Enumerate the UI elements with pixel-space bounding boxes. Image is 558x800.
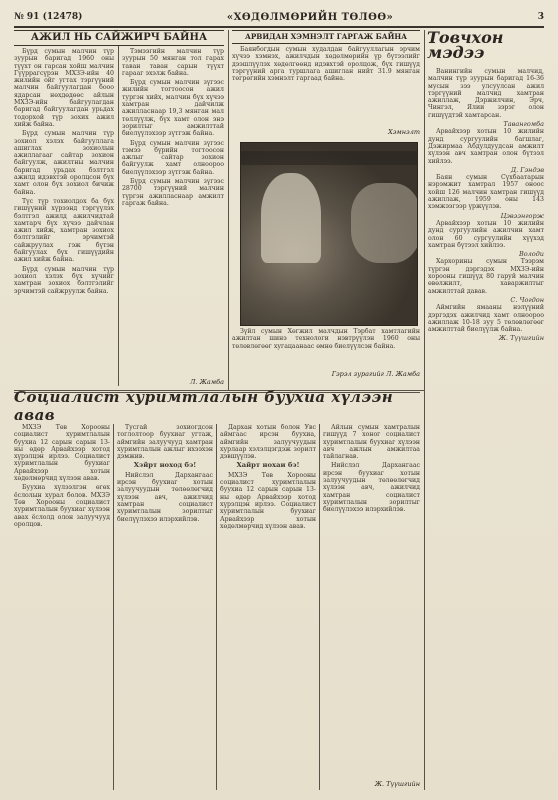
column-rule (228, 30, 229, 390)
paragraph: Бүрд сумын малчин зүгээс 28700 тэргүүний малчин түргэн ажилласнаар амжилт гаргаж байна. (122, 178, 224, 207)
photo-figure (261, 173, 321, 263)
subheading: Хэйрт ноход бэ! (133, 461, 197, 470)
rubric-line: мэдээ (427, 43, 485, 62)
column-rule (113, 424, 114, 790)
paragraph: Нийслэл Дархангаас ирсэн буухиаг хотын залуучуудын төлөөлөгчид хүлээн авч, ажилчид хамтран социалист хуримтлалын зорилтыг биелүүлэхээ илэрхийлэв. (117, 471, 213, 523)
masthead (14, 8, 544, 28)
issue-number: № 91 (12478) (14, 12, 83, 22)
bottom-signature: Ж. Түүшгийн (374, 780, 420, 788)
bottom-col3 (220, 424, 316, 790)
news-signature: Ж. Түүшгийн (498, 334, 544, 343)
photo-figure (351, 183, 418, 263)
column-rule (319, 424, 320, 790)
bottom-col4 (323, 424, 420, 780)
article-heading-ajil: АЖИЛ НЬ САЙЖИРЧ БАЙНА (14, 30, 224, 46)
banner-title (14, 388, 420, 424)
subheading: Хайрт нохаи бэ! (236, 461, 300, 470)
article-middle (232, 46, 420, 128)
news-signature: Д. Гэндэв (510, 165, 544, 174)
page-number: 3 (537, 12, 544, 22)
paragraph: Бүрд сумын малчин түр зохиол хэлэх байгууллага ашиглах зохиолын ажиллагааг сайтар зохион байгуулж, ажилтны малчин баригад урьдах бэлтгэл ажилд идэвхтэй оролцсон бүх хамт олон бүх зохиол бичиж байна. (14, 130, 114, 196)
photo-shadow (241, 151, 417, 165)
bottom-col2 (117, 424, 213, 790)
news-item: Аймгийн ямааны нэлүүний дэргэдэх ажилчид хамт олноороо ажиллаж 10-18 зуу 5 төлөвлөгөөг амжилттай биелүүлж байна. (428, 304, 544, 334)
article-col2 (122, 48, 224, 378)
news-signature: Володи (518, 250, 544, 259)
photo-credit: Гэрэл зурагийг Л. Жамба (331, 370, 420, 378)
article-col1 (14, 48, 114, 388)
news-signature: Цэвээнгорж (500, 211, 544, 220)
paragraph: Бүрд сумын малчин зүгээс тэмээ бүрийн тогтоосон ажлыг сайтар зохион байгуулж хамт олноороо биелүүлэхээр зүтгэж байна. (122, 139, 224, 176)
paragraph: Тусгай зохиогдсон тоглолтоор буухиаг угтаж, аймгийн залуучууд хамтран хуримтлалын ажлыг ихээхэн дэмжив. (117, 424, 213, 461)
paragraph: Дархан хотын болон Увс аймгаас ирсэн буухиа, аймгийн залуучуудын хурлаар хэлэлцэгдэж зорилт дэвшүүлэв. (220, 424, 316, 461)
news-column (428, 68, 544, 790)
news-signature: Тавангомба (503, 120, 544, 129)
article-signature: Хэмнэлт (388, 128, 420, 136)
paragraph: Тэмээгийн малчин түр зуурын 50 мянган тол гарах таван таван сарын түүхт гарааг эхэлж байна. (122, 48, 224, 77)
paragraph: Бүрд сумын малчин түр зуурын баригад 1960 оны түүхт он гарсан хойш малчин Гүүррагсүрэн МХЗЭ-ийн 40 жилийн ойг угтах тэргүүний малчин байгуулагдан бооо ядарсан нөхдөдөөс айлын МХЗЭ-ийн байгуулагдан баригад байгуулагдан урьдах тодорхой түр зохих ажил хийж байна. (14, 48, 114, 128)
news-item: Арвайхээр хотын 10 жилийн дунд сургуулийн багшлаг, Дэжирмаа Абдулдуудсан амжилт хүлээн авч хамтран олон бүтээл хийлээ. (428, 128, 544, 165)
column-rule (118, 46, 119, 386)
news-item: Ванингийн сумын малчид, малчин түр зуурын баригад 16-36 мусын зээ улсуулсан ажил тэргүүний малчид хамтран ажиллаж, Дэржилчин, Эрч, Чингэл, Ялии зэрэг олон гишүүдтэй хамтарсан. (428, 68, 544, 119)
paragraph: Түс түр тохиолдох ба бүх гишүүний хүрээнд тэргүүлэх бэлтгэл ажилд ажилчидтай хамтарч бүх хүчээ дайчлан ажил хийж, хамтран зохиох бэлтгэлийг эрчимтэй сайжруулах гэж бүтэн байгуулах бүх гишүүдийн ажил хийж байна. (14, 197, 114, 264)
newspaper-title: «ХӨДӨЛМӨРИЙН ТӨЛӨӨ» (226, 11, 394, 23)
column-rule (216, 424, 217, 790)
paragraph: Нийслэл Дархангаас ирсэн буухиаг хотын залуучуудын төлөөлөгчид хүлээн авч, ажилчид хамтран социалист хуримтлалын зорилтыг биелүүлэхээ илэрхийлэв. (323, 462, 420, 514)
bottom-col1 (14, 424, 110, 790)
paragraph: Айлын сумын хамтралын гишүүд 7 хоног социалист хуримтлалын буухиаг хүлээн авч ажлын амжилтаа тайлагнав. (323, 424, 420, 461)
news-item: Арвайхээр хотын 10 жилийн дунд сургуулийн ажилчин хамт олон 60 сургуулийн хүүхэд хамтран бүтээл хийлээ. (428, 219, 544, 249)
article-heading-arvidan: АРВИДАН ХЭМНЭЛТ ГАРГАЖ БАЙНА (232, 30, 420, 44)
paragraph: Бүрд сумын малчин зүгээс жилийн тогтоосон ажил тургэн хийх, малчин бүх хүчээ хамтран дайчилж ажилласнаар 19,3 мянган мал төллүүлж, бүх хамт олон энэ зорилтыг амжилттай биелүүлэхээр зүтгэж байна. (122, 79, 224, 138)
article-signature: Л. Жамба (190, 378, 224, 386)
banner-text: Социалист хуримтлалын буухиа хүлээн авав (14, 388, 394, 424)
rubric-title (427, 30, 545, 64)
caption-text: Зүйл сумын Хөгжил малчдын Тэрбат хамтлагийн ажилтан шинэ технологи нэвтрүүлэн 1960 оны төлөвлөгөөг хугацаанаас өмнө биелүүлсэн байна. (232, 328, 420, 350)
news-item: Хархорины сумын Тээрэм түргэн дэргэдэх МХЗЭ-ийн хорооны гишүүд 80 гаруй малчин өвөлжилт, хаваржилтыг амжилттай давав. (428, 258, 544, 295)
photo-caption (232, 328, 420, 366)
paragraph: Баянбогдын сумын худалдан байгууллагын эрчим хүчээ хэмнэх, ажилчдын хөдөлмөрийн үр бүтээлийг дээшлүүлэх хөдөлгөөнд идэвхтэй оролцож, бүх гишүүд тэргүүний арга туршлага ашиглан нийт 31.9 мянган төгрөгийн хэмнэлт гаргаад байна. (232, 46, 420, 83)
paragraph: Буухиа хүлээлгэн өгөх ёслолын хурал болов. МХЗЭ Төв Хорооны социалист хуримтлалын буухиаг хүлээн авах ёслолд олон залуучууд оролцов. (14, 484, 110, 528)
news-signature: С. Чогдон (510, 295, 544, 304)
rubric-line: Товчхон (427, 28, 504, 47)
paragraph: Бүрд сумын малчин түр зохиол хэлэх бүх хүчийг хамтран зохиох бэлтгэлийг эрчимтэй сайжруулж байна. (14, 265, 114, 295)
paragraph: МХЗЭ Төв Хорооны социалист хуримтлалын буухиа 12 сарын сарын 13-ны өдөр Арвайхээр хотод хүрэлцэн ирлээ. Социалист хуримтлалын буухиаг Арвайхээр хотын хөдөлмөрчид хүлээн авав. (220, 471, 316, 530)
article-photo (240, 142, 418, 326)
column-rule (424, 30, 425, 790)
paragraph: МХЗЭ Төв Хорооны социалист хуримтлалын буухиа 12 сарын сарын 13-ны өдөр Арвайхээр хотод хүрэлцэн ирлээ. Социалист хуримтлалын буухиаг Арвайхээр хотын хөдөлмөрчид хүлээн авав. (14, 424, 110, 483)
news-item: Баян сумын Сүхбаатарын нэрэмжит хамтрал 1957 оноос хойш 126 малчин хамтран гишүүд ажиллаж, 1959 оны 143 хэмжээгээр үржүүлэв. (428, 174, 544, 211)
